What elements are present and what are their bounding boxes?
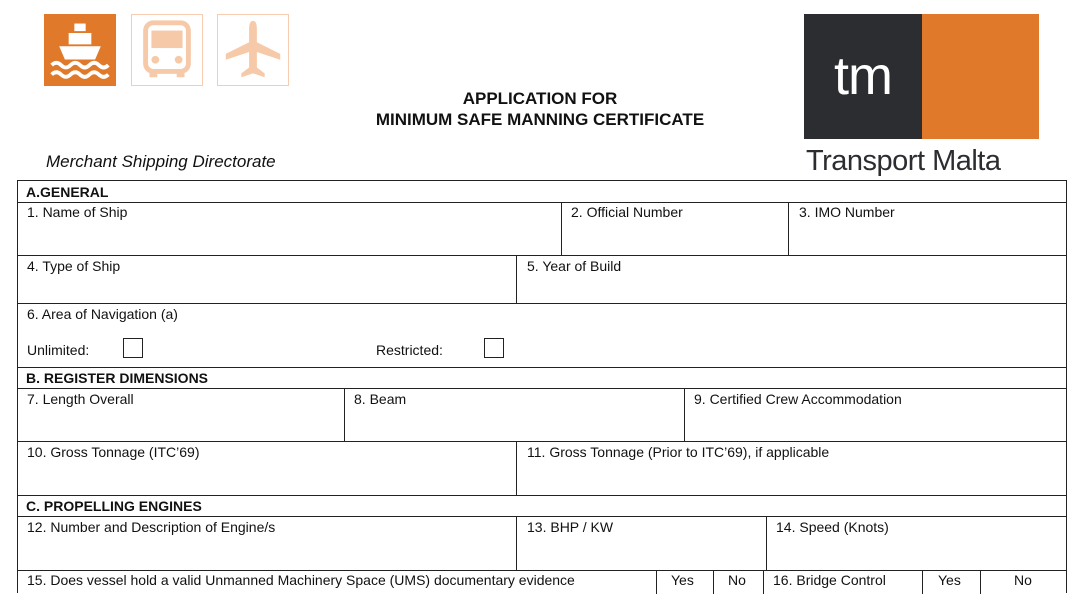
- official-number-label: 2. Official Number: [571, 204, 683, 220]
- plane-icon: [217, 14, 289, 86]
- restricted-checkbox[interactable]: [484, 338, 504, 358]
- section-engines-heading: C. PROPELLING ENGINES: [26, 498, 202, 514]
- bus-icon: [131, 14, 203, 86]
- ums-no-option[interactable]: No: [728, 572, 746, 588]
- logo-mark: tm: [804, 14, 922, 139]
- title-line-1: APPLICATION FOR: [462, 89, 618, 108]
- bhp-kw-label: 13. BHP / KW: [527, 519, 614, 535]
- imo-number-label: 3. IMO Number: [799, 204, 895, 220]
- section-register-heading: B. REGISTER DIMENSIONS: [26, 370, 209, 386]
- length-overall-label: 7. Length Overall: [27, 391, 134, 407]
- type-of-ship-label: 4. Type of Ship: [27, 258, 121, 274]
- logo-orange-block: [922, 14, 1039, 139]
- page-title: [330, 88, 750, 130]
- beam-label: 8. Beam: [354, 391, 407, 407]
- year-of-build-label: 5. Year of Build: [527, 258, 622, 274]
- section-general-heading: A.GENERAL: [26, 184, 109, 200]
- ums-yes-option[interactable]: Yes: [671, 572, 694, 588]
- bridge-yes-option[interactable]: Yes: [938, 572, 961, 588]
- name-of-ship-label: 1. Name of Ship: [27, 204, 128, 220]
- unlimited-label: Unlimited:: [27, 342, 90, 358]
- unlimited-checkbox[interactable]: [123, 338, 143, 358]
- gross-tonnage-label: 10. Gross Tonnage (ITC’69): [27, 444, 200, 460]
- title-line-2: MINIMUM SAFE MANNING CERTIFICATE: [375, 110, 705, 129]
- bridge-no-option[interactable]: No: [1014, 572, 1032, 588]
- crew-accommodation-label: 9. Certified Crew Accommodation: [694, 391, 902, 407]
- ship-icon: [44, 14, 116, 86]
- application-form: [17, 180, 1067, 593]
- bridge-control-label: 16. Bridge Control: [773, 572, 886, 588]
- logo-name: Transport Malta: [806, 145, 1001, 177]
- gross-tonnage-prior-label: 11. Gross Tonnage (Prior to ITC’69), if applicable: [527, 444, 830, 460]
- engine-description-label: 12. Number and Description of Engine/s: [27, 519, 276, 535]
- speed-label: 14. Speed (Knots): [776, 519, 889, 535]
- ums-question-label: 15. Does vessel hold a valid Unmanned Machinery Space (UMS) documentary evidence: [27, 572, 575, 588]
- area-of-navigation-label: 6. Area of Navigation (a): [27, 306, 178, 322]
- directorate-label: Merchant Shipping Directorate: [46, 152, 276, 171]
- restricted-label: Restricted:: [376, 342, 443, 358]
